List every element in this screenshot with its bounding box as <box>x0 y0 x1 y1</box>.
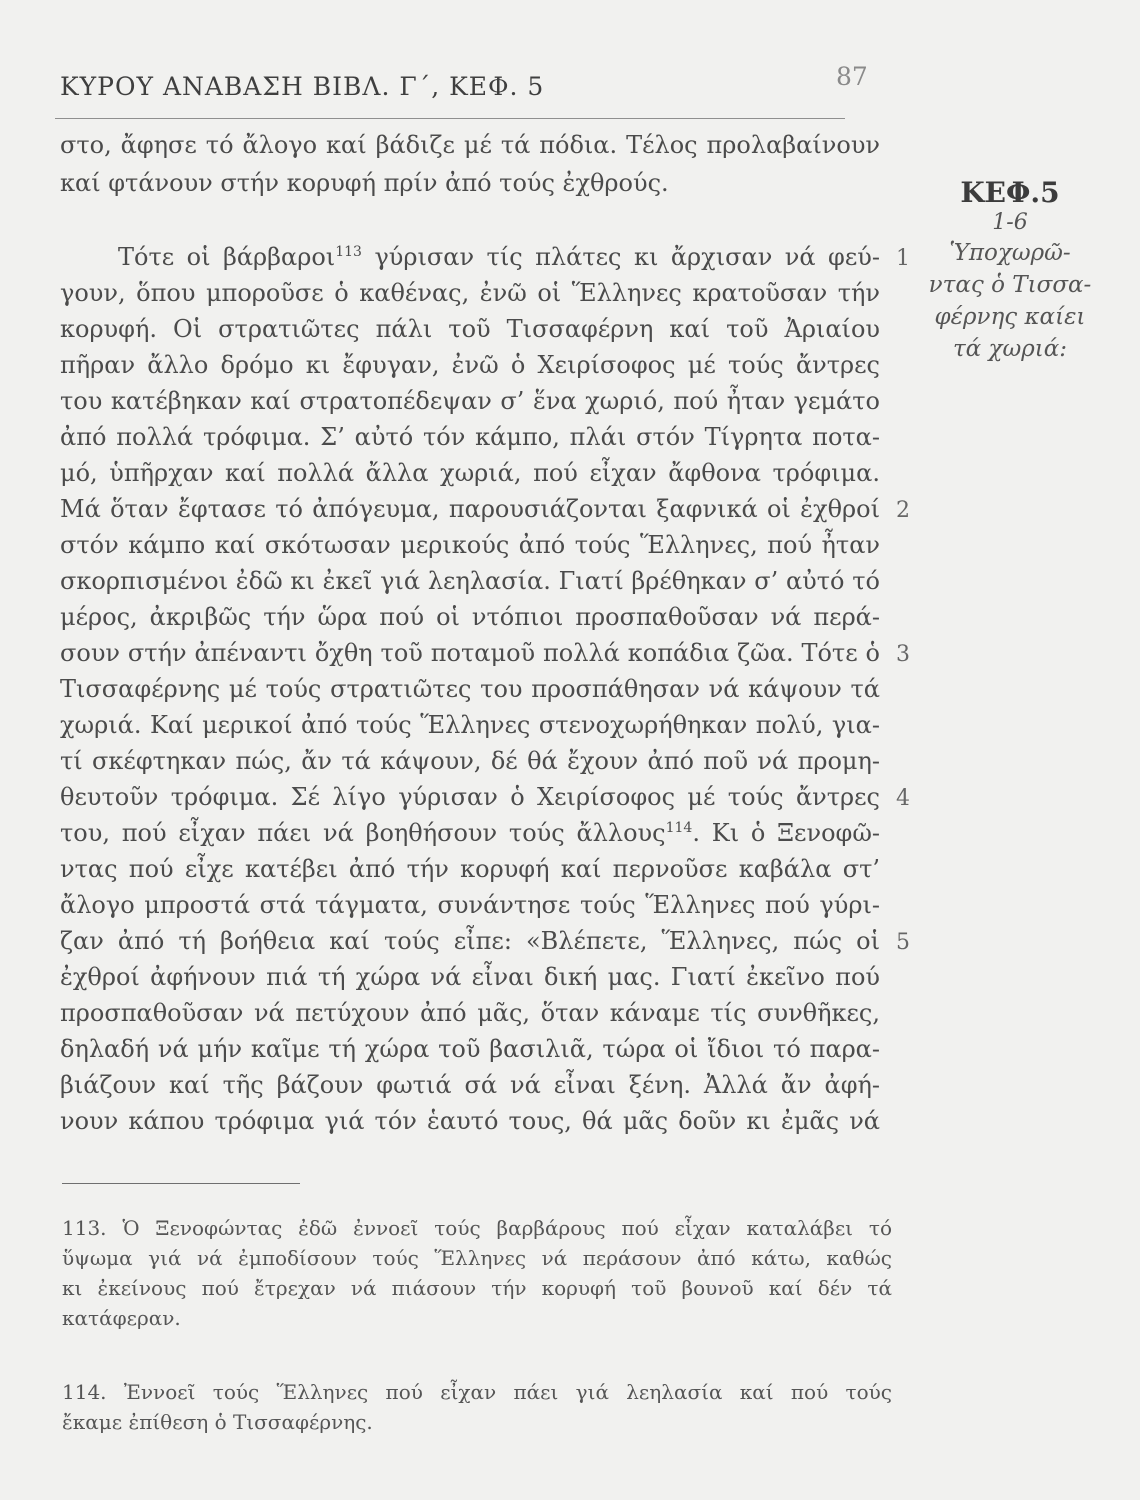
text-line: μέρος, ἀκριβῶς τήν ὥρα πού οἱ ντόπιοι προσπαθοῦσαν νά περά- <box>60 603 880 631</box>
text-line: θευτοῦν τρόφιμα. Σέ λίγο γύρισαν ὁ Χειρίσοφος μέ τούς ἄντρες <box>60 783 880 811</box>
running-head: ΚΥΡΟΥ ΑΝΑΒΑΣΗ ΒΙΒΛ. Γ΄, ΚΕΦ. 5 <box>60 72 545 101</box>
text-run: . Κι ὁ Ξενοφῶ- <box>692 819 880 847</box>
text-line: του κατέβηκαν καί στρατοπέδεψαν σ’ ἕνα χωριό, πού ἦταν γεμάτο <box>60 387 880 415</box>
margin-range: 1-6 <box>992 210 1028 235</box>
margin-chapter: ΚΕΦ.5 <box>960 176 1060 209</box>
text-run: Τότε οἱ βάρβαροι <box>118 243 336 271</box>
text-line: στόν κάμπο καί σκότωσαν μερικούς ἀπό τούς Ἕλληνες, πού ἦταν <box>60 531 880 559</box>
text-line: σουν στήν ἀπέναντι ὄχθη τοῦ ποταμοῦ πολλά κοπάδια ζῶα. Τότε ὁ <box>60 639 880 667</box>
text-line: προσπαθοῦσαν νά πετύχουν ἀπό μᾶς, ὅταν κάναμε τίς συνθῆκες, <box>60 999 880 1027</box>
text-line: γουν, ὅπου μποροῦσε ὁ καθένας, ἐνῶ οἱ Ἕλληνες κρατοῦσαν τήν <box>60 279 880 307</box>
paragraph-number: 2 <box>896 498 910 523</box>
footnote-line: κατάφεραν. <box>62 1306 181 1330</box>
footnote-ref-113: 113 <box>335 244 362 260</box>
text-line: μό, ὑπῆρχαν καί πολλά ἄλλα χωριά, πού εἶχαν ἄφθονα τρόφιμα. <box>60 459 880 487</box>
page-number: 87 <box>836 62 868 91</box>
footnote-rule <box>62 1183 300 1184</box>
text-line: δηλαδή νά μήν καῖμε τή χώρα τοῦ βασιλιᾶ, τώρα οἱ ἴδιοι τό παρα- <box>60 1035 880 1063</box>
text-line: ἀπό πολλά τρόφιμα. Σ’ αὐτό τόν κάμπο, πλάι στόν Τίγρητα ποτα- <box>60 423 880 451</box>
text-line: χωριά. Καί μερικοί ἀπό τούς Ἕλληνες στενοχωρήθηκαν πολύ, για- <box>60 711 880 739</box>
text-line: ντας πού εἶχε κατέβει ἀπό τήν κορυφή καί περνοῦσε καβάλα στ’ <box>60 855 880 883</box>
text-line: νουν κάπου τρόφιμα γιά τόν ἑαυτό τους, θά μᾶς δοῦν κι ἐμᾶς νά <box>60 1107 880 1135</box>
text-line <box>118 240 880 274</box>
paragraph-number: 4 <box>896 786 910 811</box>
text-line <box>60 816 880 850</box>
footnote-line: ὕψωμα γιά νά ἐμποδίσουν τούς Ἕλληνες νά περάσουν ἀπό κάτω, καθώς <box>62 1246 892 1270</box>
footnote-ref-114: 114 <box>665 820 693 836</box>
text-line: καί φτάνουν στήν κορυφή πρίν ἀπό τούς ἐχθρούς. <box>60 169 669 197</box>
margin-note-line: φέρνης καίει <box>934 304 1086 330</box>
text-line: βιάζουν καί τῆς βάζουν φωτιά σά νά εἶναι ξένη. Ἀλλά ἄν ἀφή- <box>60 1071 880 1099</box>
text-line: τί σκέφτηκαν πώς, ἄν τά κάψουν, δέ θά ἔχουν ἀπό ποῦ νά προμη- <box>60 747 880 775</box>
margin-note-line: Ὑποχωρῶ- <box>949 240 1071 266</box>
margin-note-line: ντας ὁ Τισσα- <box>928 272 1092 298</box>
footnote-line: 113. Ὁ Ξενοφώντας ἐδῶ ἐννοεῖ τούς βαρβάρους πού εἶχαν καταλάβει τό <box>62 1216 892 1240</box>
text-line: ἄλογο μπροστά στά τάγματα, συνάντησε τούς Ἕλληνες πού γύρι- <box>60 891 880 919</box>
text-run: γύρισαν τίς πλάτες κι ἄρχισαν νά φεύ- <box>374 243 880 271</box>
text-line: Μά ὅταν ἔφτασε τό ἀπόγευμα, παρουσιάζονται ξαφνικά οἱ ἐχθροί <box>60 495 880 523</box>
margin-note-line: τά χωριά: <box>952 336 1068 362</box>
footnote-line: 114. Ἐννοεῖ τούς Ἕλληνες πού εἶχαν πάει γιά λεηλασία καί πού τούς <box>62 1380 892 1404</box>
text-line: στο, ἄφησε τό ἄλογο καί βάδιζε μέ τά πόδια. Τέλος προλαβαίνουν <box>60 131 880 159</box>
text-line: σκορπισμένοι ἐδῶ κι ἐκεῖ γιά λεηλασία. Γιατί βρέθηκαν σ’ αὐτό τό <box>60 567 880 595</box>
text-line: ζαν ἀπό τή βοήθεια καί τούς εἶπε: «Βλέπετε, Ἕλληνες, πώς οἱ <box>60 927 880 955</box>
paragraph-number: 1 <box>896 246 910 271</box>
footnote-line: ἔκαμε ἐπίθεση ὁ Τισσαφέρνης. <box>62 1410 373 1434</box>
text-line: ἐχθροί ἀφήνουν πιά τή χώρα νά εἶναι δική μας. Γιατί ἐκεῖνο πού <box>60 963 880 991</box>
header-rule <box>55 118 845 119</box>
paragraph-number: 5 <box>896 930 910 955</box>
text-line: κορυφή. Οἱ στρατιῶτες πάλι τοῦ Τισσαφέρνη καί τοῦ Ἀριαίου <box>60 315 880 343</box>
text-run: του, πού εἶχαν πάει νά βοηθήσουν τούς ἄλλους <box>60 819 666 847</box>
text-line: Τισσαφέρνης μέ τούς στρατιῶτες του προσπάθησαν νά κάψουν τά <box>60 675 880 703</box>
paragraph-number: 3 <box>896 642 910 667</box>
text-line: πῆραν ἄλλο δρόμο κι ἔφυγαν, ἐνῶ ὁ Χειρίσοφος μέ τούς ἄντρες <box>60 351 880 379</box>
footnote-line: κι ἐκείνους πού ἔτρεχαν νά πιάσουν τήν κορυφή τοῦ βουνοῦ καί δέν τά <box>62 1276 892 1300</box>
